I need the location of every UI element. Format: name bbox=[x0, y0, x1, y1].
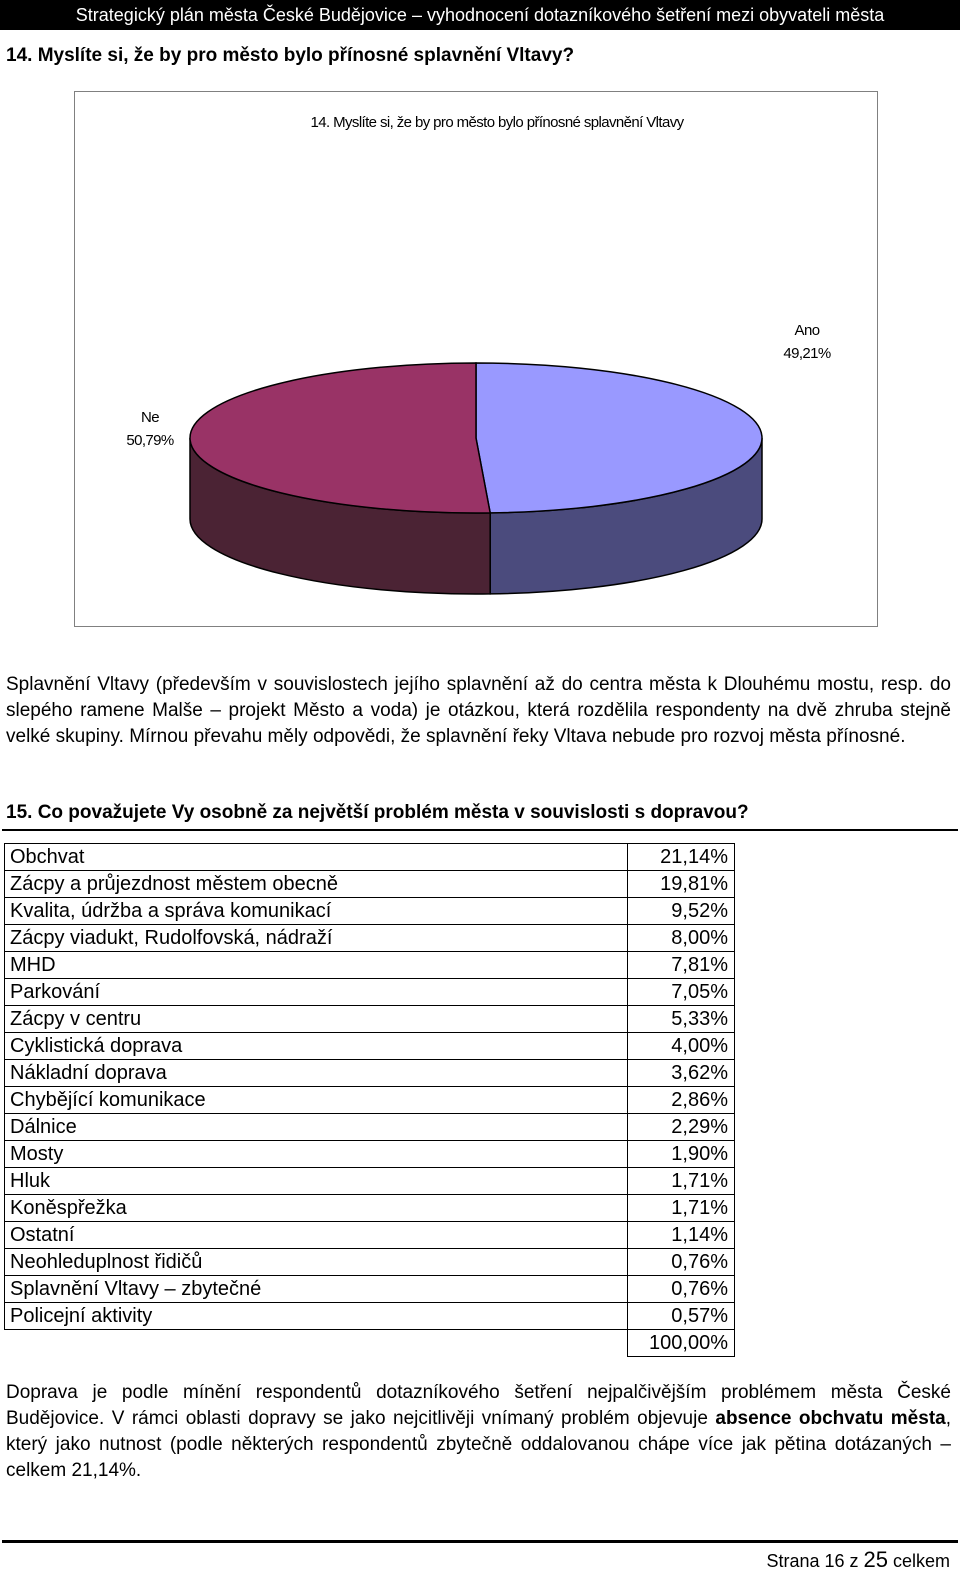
row-label: Policejní aktivity bbox=[5, 1303, 628, 1330]
table-row bbox=[5, 1195, 735, 1222]
table-row bbox=[5, 898, 735, 925]
row-value: 9,52% bbox=[628, 898, 735, 925]
row-value: 3,62% bbox=[628, 1060, 735, 1087]
row-value: 1,71% bbox=[628, 1168, 735, 1195]
row-label: Kvalita, údržba a správa komunikací bbox=[5, 898, 628, 925]
row-value: 1,71% bbox=[628, 1195, 735, 1222]
question-15-heading: 15. Co považujete Vy osobně za největší problém města v souvislosti s dopravou? bbox=[6, 802, 749, 823]
question-14-heading: 14. Myslíte si, že by pro město bylo přínosné splavnění Vltavy? bbox=[6, 45, 575, 66]
row-value: 0,76% bbox=[628, 1276, 735, 1303]
total-row bbox=[5, 1330, 735, 1357]
table-row bbox=[5, 871, 735, 898]
slice-label-ne: Ne bbox=[141, 409, 159, 426]
question-15-commentary bbox=[6, 1380, 951, 1484]
commentary-emphasis: absence obchvatu města bbox=[715, 1408, 946, 1429]
commentary-text-2: , který jako nutnost (podle některých respondentů zbytečně oddalovanou chápe více jak pětina dotázaných – celkem 21,14%. bbox=[6, 1408, 951, 1481]
question-14-commentary: Splavnění Vltavy (především v souvislostech jejího splavnění až do centra města k Dlouhému mostu, resp. do slepého ramene Malše – projekt Město a voda) je otázkou, která rozdělila respondenty na dvě zhruba stejně velké skupiny. Mírnou převahu měly odpovědi, že splavnění řeky Vltava nebude pro rozvoj města přínosné. bbox=[6, 674, 951, 747]
chart-title: 14. Myslíte si, že by pro město bylo přínosné splavnění Vltavy bbox=[310, 114, 684, 131]
row-value: 1,14% bbox=[628, 1222, 735, 1249]
row-value: 2,29% bbox=[628, 1114, 735, 1141]
row-label: Splavnění Vltavy – zbytečné bbox=[5, 1276, 628, 1303]
row-label: Hluk bbox=[5, 1168, 628, 1195]
row-label: Zácpy v centru bbox=[5, 1006, 628, 1033]
pie-chart-frame bbox=[74, 91, 878, 627]
row-value: 5,33% bbox=[628, 1006, 735, 1033]
table-row bbox=[5, 1222, 735, 1249]
row-label: Neohleduplnost řidičů bbox=[5, 1249, 628, 1276]
table-row bbox=[5, 952, 735, 979]
row-label: Cyklistická doprava bbox=[5, 1033, 628, 1060]
slice-label-ano: Ano bbox=[794, 322, 820, 339]
row-label: MHD bbox=[5, 952, 628, 979]
footer-prefix: Strana 16 z bbox=[766, 1551, 864, 1571]
row-label: Mosty bbox=[5, 1141, 628, 1168]
row-value: 7,81% bbox=[628, 952, 735, 979]
row-value: 7,05% bbox=[628, 979, 735, 1006]
table-row bbox=[5, 979, 735, 1006]
heading-underline bbox=[2, 829, 958, 831]
footer-total-pages: 25 bbox=[863, 1547, 888, 1572]
table-row bbox=[5, 1249, 735, 1276]
row-value: 0,76% bbox=[628, 1249, 735, 1276]
table-row bbox=[5, 1141, 735, 1168]
total-row-spacer bbox=[5, 1330, 628, 1357]
row-label: Zácpy viadukt, Rudolfovská, nádraží bbox=[5, 925, 628, 952]
row-value: 19,81% bbox=[628, 871, 735, 898]
row-label: Ostatní bbox=[5, 1222, 628, 1249]
transport-problems-table bbox=[4, 843, 735, 1357]
row-value: 1,90% bbox=[628, 1141, 735, 1168]
slice-value-ano: 49,21% bbox=[783, 345, 831, 362]
row-value: 2,86% bbox=[628, 1087, 735, 1114]
page-footer bbox=[766, 1547, 950, 1573]
row-label: Obchvat bbox=[5, 844, 628, 871]
row-label: Nákladní doprava bbox=[5, 1060, 628, 1087]
table-row bbox=[5, 844, 735, 871]
table-row bbox=[5, 1033, 735, 1060]
table-row bbox=[5, 1006, 735, 1033]
pie-chart bbox=[75, 92, 879, 628]
commentary-text-1: Doprava je podle mínění respondentů dotazníkového šetření nejpalčivějším problémem města České Budějovice. V rámci oblasti dopravy se jako nejcitlivěji vnímaný problém objevuje bbox=[6, 1382, 951, 1429]
running-header: Strategický plán města České Budějovice – vyhodnocení dotazníkového šetření mezi obyvateli města bbox=[0, 0, 960, 30]
row-value: 8,00% bbox=[628, 925, 735, 952]
total-value: 100,00% bbox=[628, 1330, 735, 1357]
row-value: 4,00% bbox=[628, 1033, 735, 1060]
row-value: 0,57% bbox=[628, 1303, 735, 1330]
table-row bbox=[5, 925, 735, 952]
footer-rule bbox=[2, 1540, 958, 1543]
table-row bbox=[5, 1276, 735, 1303]
table-row bbox=[5, 1168, 735, 1195]
row-label: Koněspřežka bbox=[5, 1195, 628, 1222]
table-row bbox=[5, 1060, 735, 1087]
row-value: 21,14% bbox=[628, 844, 735, 871]
row-label: Parkování bbox=[5, 979, 628, 1006]
slice-value-ne: 50,79% bbox=[126, 432, 174, 449]
row-label: Zácpy a průjezdnost městem obecně bbox=[5, 871, 628, 898]
table-row bbox=[5, 1303, 735, 1330]
table-row bbox=[5, 1087, 735, 1114]
row-label: Chybějící komunikace bbox=[5, 1087, 628, 1114]
footer-suffix: celkem bbox=[887, 1551, 950, 1571]
table-row bbox=[5, 1114, 735, 1141]
row-label: Dálnice bbox=[5, 1114, 628, 1141]
